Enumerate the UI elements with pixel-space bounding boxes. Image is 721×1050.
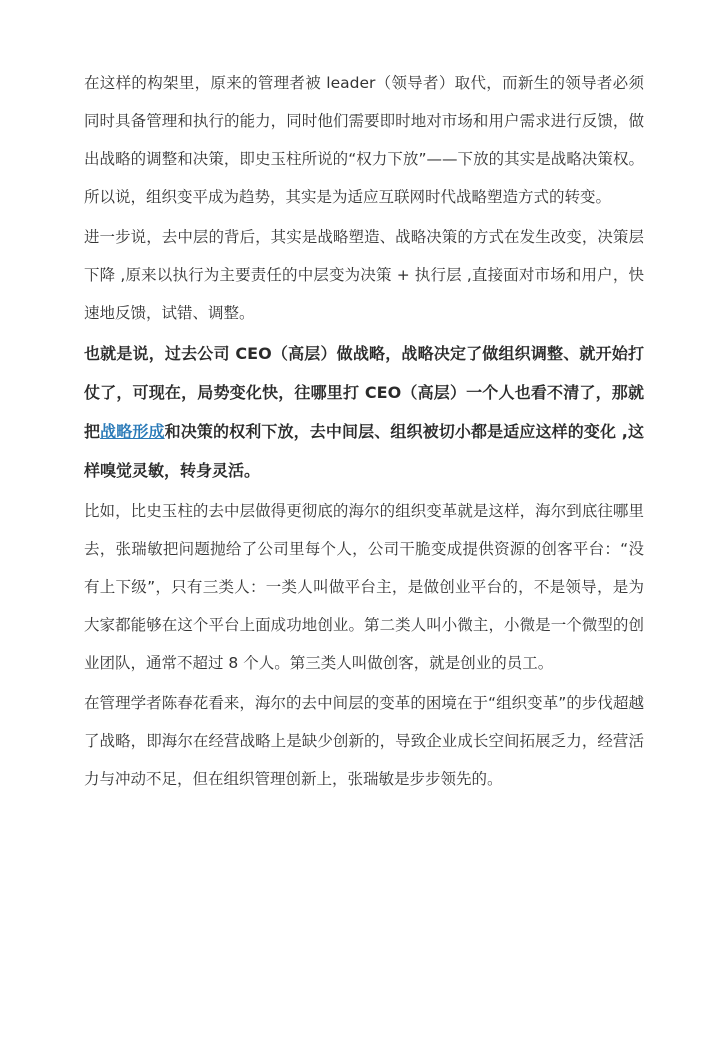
paragraph-1: 在这样的构架里，原来的管理者被 leader（领导者）取代，而新生的领导者必须同时具备管理和执行的能力，同时他们需要即时地对市场和用户需求进行反馈，做出战略的调整和决策，即史玉柱所说的“权力下放”——下放的其实是战略决策权。所以说，组织变平成为趋势，其实是为适应互联网时代战略塑造方式的转变。	[84, 74, 644, 206]
paragraph-2: 进一步说，去中层的背后，其实是战略塑造、战略决策的方式在发生改变，决策层下降 ,原来以执行为主要责任的中层变为决策 + 执行层 ,直接面对市场和用户，快速地反馈，试错、调整。	[84, 228, 644, 322]
article-body	[84, 64, 644, 800]
paragraph-3-text-after-link: 和决策的权利下放，去中间层、组织被切小都是适应这样的变化 ,这样嗅觉灵敏，转身灵活。	[84, 422, 644, 480]
paragraph-4: 比如，比史玉柱的去中层做得更彻底的海尔的组织变革就是这样，海尔到底往哪里去，张瑞敏把问题抛给了公司里每个人，公司干脆变成提供资源的创客平台：“没有上下级”，只有三类人：一类人叫做平台主，是做创业平台的，不是领导，是为大家都能够在这个平台上面成功地创业。第二类人叫小微主，小微是一个微型的创业团队，通常不超过 8 个人。第三类人叫做创客，就是创业的员工。	[84, 502, 644, 672]
strategy-formation-link[interactable]: 战略形成	[100, 422, 165, 441]
paragraph-3-text-before-link: 也就是说，过去公司 CEO（高层）做战略，战略决定了做组织调整、就开始打仗了，可现在，局势变化快，往哪里打 CEO（高层）一个人也看不清了，那就把	[84, 344, 644, 441]
paragraph-3-emphasis	[84, 334, 644, 490]
paragraph-5: 在管理学者陈春花看来，海尔的去中间层的变革的困境在于“组织变革”的步伐超越了战略，即海尔在经营战略上是缺少创新的，导致企业成长空间拓展乏力，经营活力与冲动不足，但在组织管理创新上，张瑞敏是步步领先的。	[84, 694, 644, 788]
